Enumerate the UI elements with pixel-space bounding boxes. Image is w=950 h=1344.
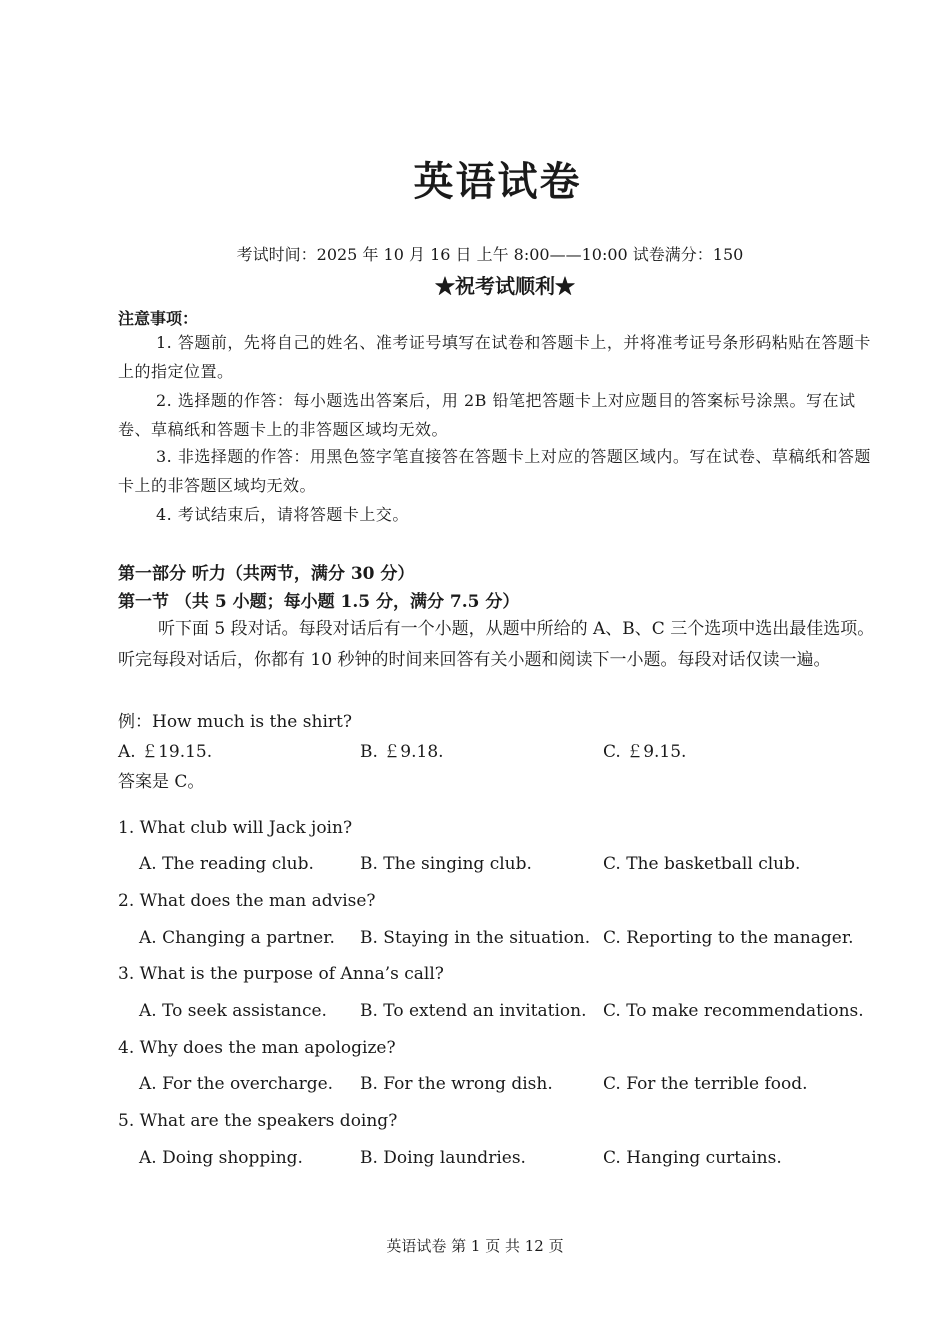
part-heading: 第一部分 听力（共两节，满分 30 分） xyxy=(118,564,415,584)
notice-heading: 注意事项： xyxy=(118,309,199,328)
page-footer: 英语试卷 第 1 页 共 12 页 xyxy=(386,1237,564,1255)
section-heading: 第一节 （共 5 小题；每小题 1.5 分，满分 7.5 分） xyxy=(118,592,520,612)
question-stem: 5. What are the speakers doing? xyxy=(118,1111,398,1131)
page-title: 英语试卷 xyxy=(413,158,582,205)
option-b: B. To extend an invitation. xyxy=(360,1001,587,1021)
option-c: C. Reporting to the manager. xyxy=(603,928,854,948)
option-c: C. To make recommendations. xyxy=(603,1001,864,1021)
option-a: A. To seek assistance. xyxy=(139,1001,327,1021)
notice-item: 1. 答题前，先将自己的姓名、准考证号填写在试卷和答题卡上，并将准考证号条形码粘贴在答题卡上的指定位置。 xyxy=(118,333,871,381)
option-b: B. For the wrong dish. xyxy=(360,1074,553,1094)
example-question: 例：How much is the shirt? xyxy=(118,712,352,732)
notice-item: 2. 选择题的作答：每小题选出答案后，用 2B 铅笔把答题卡上对应题目的答案标号涂黑。写在试卷、草稿纸和答题卡上的非答题区域均无效。 xyxy=(118,391,856,439)
option-c: C. The basketball club. xyxy=(603,854,801,874)
example-answer: 答案是 C。 xyxy=(118,772,205,792)
question-stem: 2. What does the man advise? xyxy=(118,891,376,911)
exam-info: 考试时间：2025 年 10 月 16 日 上午 8:00——10:00 试卷满分：150 xyxy=(236,245,744,264)
blessing-line: ★祝考试顺利★ xyxy=(435,274,575,298)
option-b: B. Staying in the situation. xyxy=(360,928,591,948)
question-stem: 1. What club will Jack join? xyxy=(118,818,353,838)
option-c: C. For the terrible food. xyxy=(603,1074,808,1094)
question-stem: 4. Why does the man apologize? xyxy=(118,1038,396,1058)
example-option-c: C. ￡9.15. xyxy=(603,742,687,762)
option-b: B. Doing laundries. xyxy=(360,1148,526,1168)
option-a: A. Changing a partner. xyxy=(139,928,335,948)
section-instructions: 听下面 5 段对话。每段对话后有一个小题，从题中所给的 A、B、C 三个选项中选出最佳选项。听完每段对话后，你都有 10 秒钟的时间来回答有关小题和阅读下一小题。每段对话仅读一遍。 xyxy=(118,619,875,670)
question-stem: 3. What is the purpose of Anna’s call? xyxy=(118,964,444,984)
option-a: A. Doing shopping. xyxy=(139,1148,303,1168)
example-option-a: A. ￡19.15. xyxy=(118,742,213,762)
notice-item: 4. 考试结束后，请将答题卡上交。 xyxy=(156,505,409,524)
option-c: C. Hanging curtains. xyxy=(603,1148,782,1168)
option-b: B. The singing club. xyxy=(360,854,532,874)
option-a: A. For the overcharge. xyxy=(139,1074,334,1094)
option-a: A. The reading club. xyxy=(139,854,314,874)
notice-item: 3. 非选择题的作答：用黑色签字笔直接答在答题卡上对应的答题区域内。写在试卷、草稿纸和答题卡上的非答题区域均无效。 xyxy=(118,447,871,495)
example-option-b: B. ￡9.18. xyxy=(360,742,444,762)
